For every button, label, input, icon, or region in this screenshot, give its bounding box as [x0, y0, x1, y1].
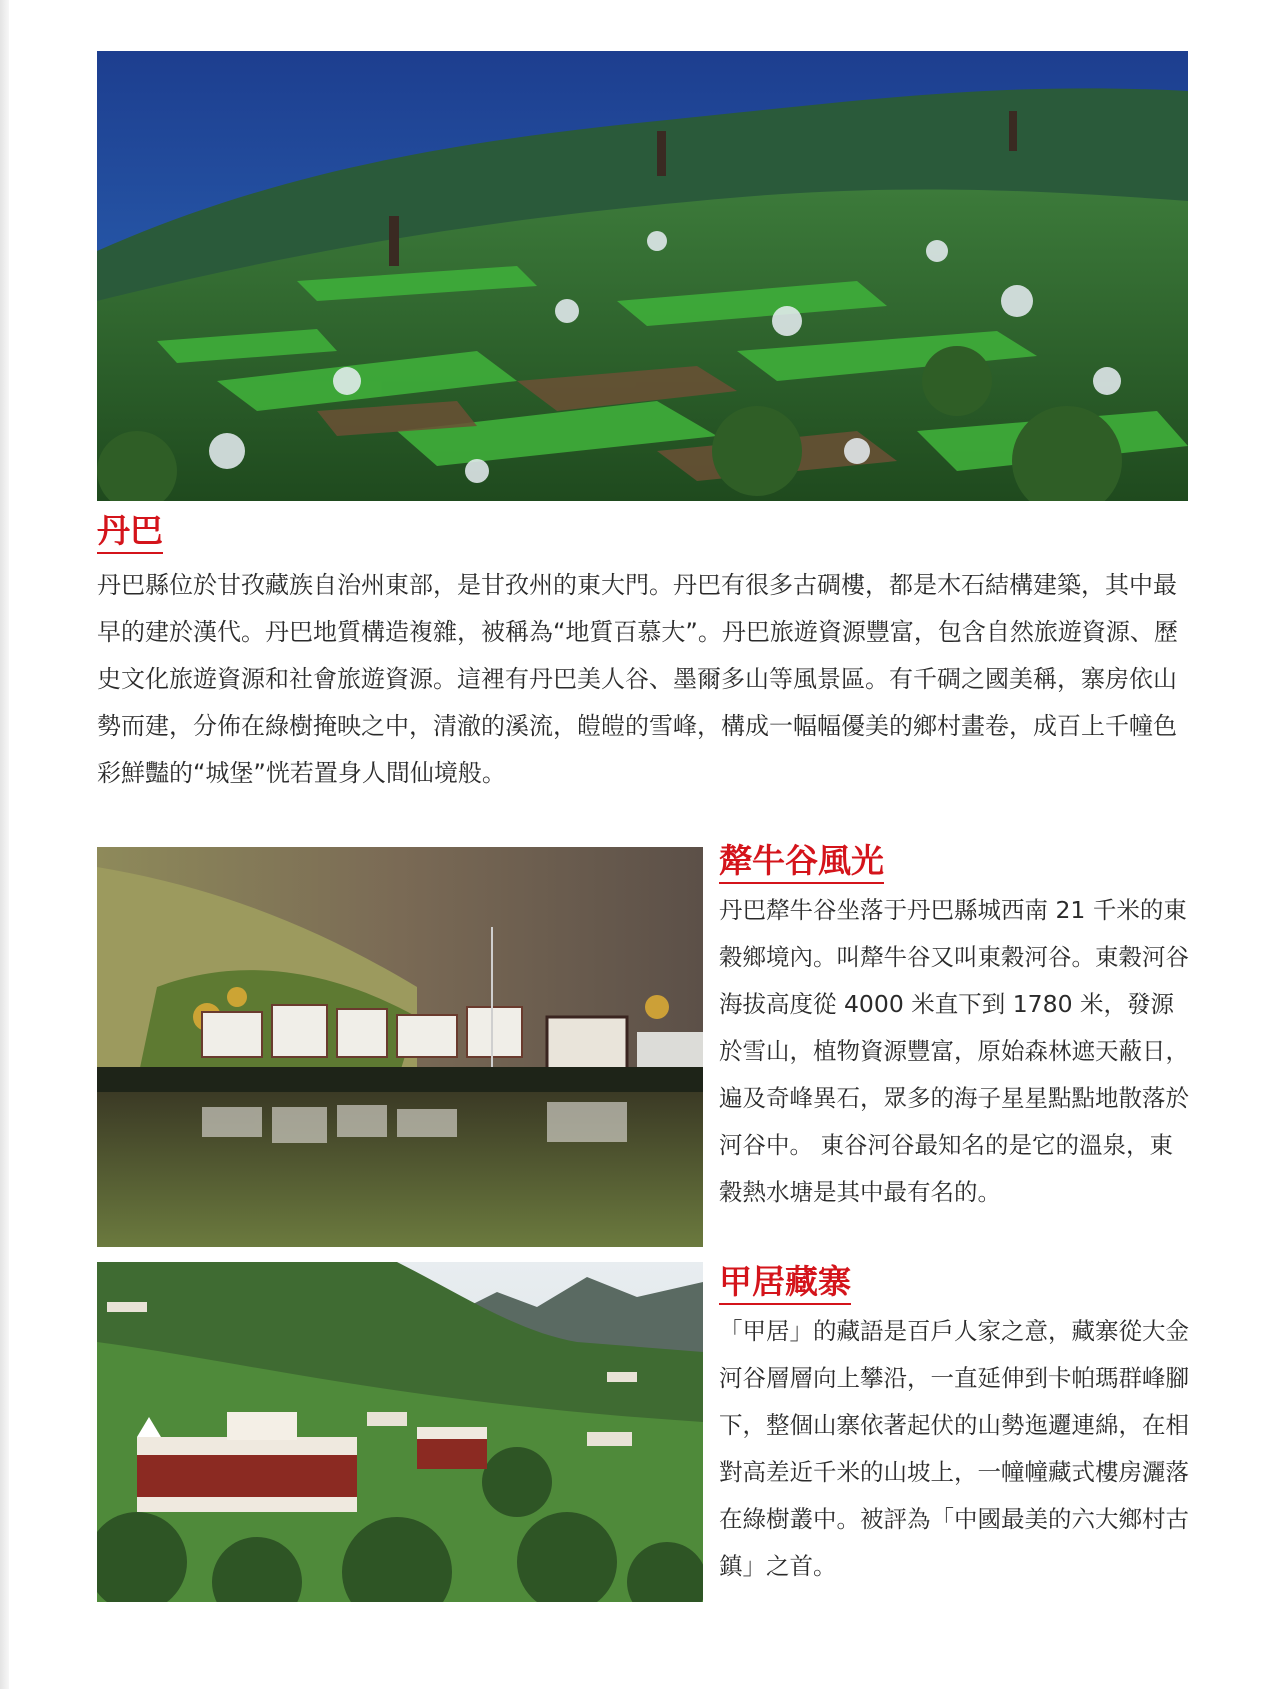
jiaju-village-photo: [97, 1262, 703, 1602]
danba-description: 丹巴縣位於甘孜藏族自治州東部，是甘孜州的東大門。丹巴有很多古碉樓，都是木石結構建築，其中最早的建於漢代。丹巴地質構造複雜，被稱為“地質百慕大”。丹巴旅遊資源豐富，包含自然旅遊資源、歷史文化旅遊資源和社會旅遊資源。這裡有丹巴美人谷、墨爾多山等風景區。有千碉之國美稱，寨房依山勢而建，分佈在綠樹掩映之中，清澈的溪流，皚皚的雪峰，構成一幅幅優美的鄉村畫卷，成百上千幢色彩鮮豔的“城堡”恍若置身人間仙境般。: [97, 571, 1178, 787]
yak-valley-description: 丹巴犛牛谷坐落于丹巴縣城西南 21 千米的東穀鄉境內。叫犛牛谷又叫東穀河谷。東穀河谷海拔高度從 4000 米直下到 1780 米，發源於雪山，植物資源豐富，原始森林遮天蔽日，遍及奇峰異石，眾多的海子星星點點地散落於河谷中。 東谷河谷最知名的是它的溫泉，東穀熱水塘是其中最有名的。: [719, 896, 1189, 1206]
jiaju-description: 「甲居」的藏語是百戶人家之意，藏寨從大金河谷層層向上攀沿，一直延伸到卡帕瑪群峰腳下，整個山寨依著起伏的山勢迤邐連綿，在相對高差近千米的山坡上，一幢幢藏式樓房灑落在綠樹叢中。被評為「中國最美的六大鄉村古鎮」之首。: [719, 1317, 1189, 1580]
danba-village-photo: [97, 51, 1188, 501]
danba-heading: 丹巴: [97, 511, 163, 554]
yak-valley-heading: 犛牛谷風光: [719, 841, 884, 884]
page-edge-shadow: [0, 0, 9, 1689]
jiaju-heading: 甲居藏寨: [719, 1262, 851, 1305]
yak-valley-photo: [97, 847, 703, 1247]
